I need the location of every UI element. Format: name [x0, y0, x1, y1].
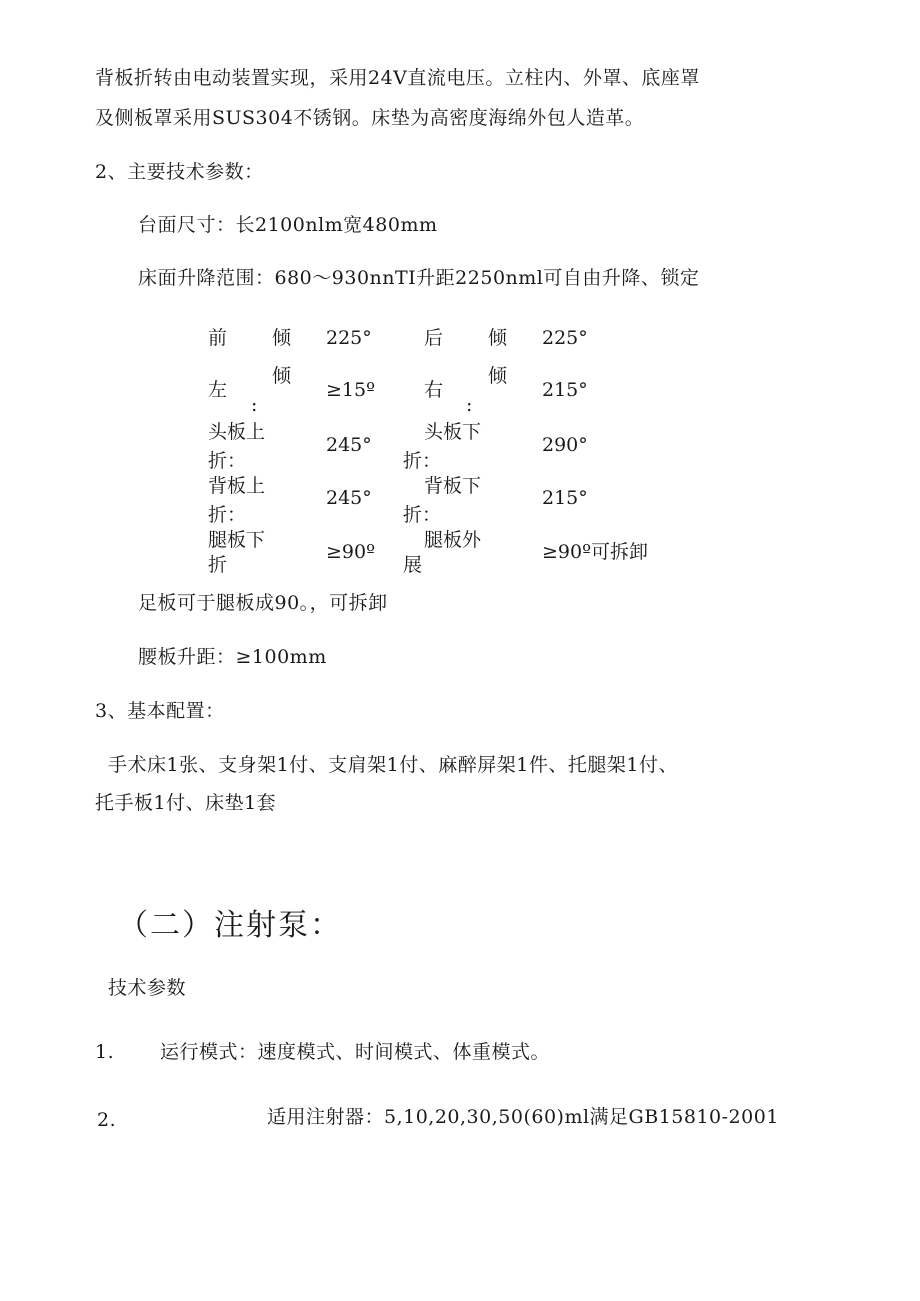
pump-item-2-number: 2.: [97, 1109, 117, 1131]
param-leg-down-label-b-clip: [208, 554, 248, 576]
param-leg-down-label-a: 腿板下: [208, 529, 266, 551]
pump-item-1-number: 1.: [95, 1041, 115, 1063]
foot-board-param: 足板可于腿板成90。，可拆卸: [138, 592, 388, 614]
intro-line-1: 背板折转由电动装置实现，采用24V直流电压。立柱内、外罩、底座罩: [95, 67, 700, 89]
config-line-1: 手术床1张、支身架1付、支肩架1付、麻醉屏架1件、托腿架1付、: [108, 754, 678, 776]
param-back-up-label-a: 背板上: [208, 475, 266, 497]
param-left-tilt-char1: 左: [208, 379, 228, 401]
param-back-down-value: 215°: [542, 487, 588, 509]
config-line-2: 托手板1付、床垫1套: [95, 792, 277, 814]
param-leg-out-label-b-clip: [403, 554, 443, 576]
param-leg-out-value-clip: [542, 540, 682, 564]
param-leg-out-value: ≥90º可拆卸: [542, 541, 649, 563]
table-size-param: 台面尺寸：长2100nlm宽480mm: [138, 214, 438, 236]
param-back-tilt-char1: 后: [424, 327, 444, 349]
param-leg-down-label-b: 折: [208, 554, 228, 576]
param-left-tilt-colon: :: [251, 394, 258, 416]
param-head-down-label-b: 折：: [403, 450, 442, 472]
param-back-up-label-b: 折：: [208, 504, 247, 526]
waist-board-param: 腰板升距：≥100mm: [138, 646, 327, 668]
pump-item-1-text: 运行模式：速度模式、时间模式、体重模式。: [160, 1041, 551, 1063]
param-front-tilt-char2: 倾: [272, 327, 292, 349]
param-front-tilt-value: 225°: [326, 327, 372, 349]
param-leg-down-value: ≥90º: [326, 541, 376, 563]
param-leg-out-label-b: 展: [403, 554, 423, 576]
param-head-up-value: 245°: [326, 434, 372, 456]
param-right-tilt-char2: 倾: [488, 365, 508, 387]
param-back-tilt-char2: 倾: [488, 327, 508, 349]
param-back-tilt-value: 225°: [542, 327, 588, 349]
section-2-title: 2、主要技术参数：: [95, 161, 264, 183]
tech-params-subtitle: 技术参数: [108, 977, 187, 999]
param-right-tilt-value: 215°: [542, 379, 588, 401]
param-front-tilt-char1: 前: [208, 327, 228, 349]
param-head-down-value: 290°: [542, 434, 588, 456]
param-head-up-label-b: 折：: [208, 450, 247, 472]
intro-line-2: 及侧板罩采用SUS304不锈钢。床垫为高密度海绵外包人造革。: [95, 107, 645, 129]
pump-item-2-text: 适用注射器：5,10,20,30,50(60)ml满足GB15810-2001: [267, 1106, 779, 1128]
param-back-down-label-a: 背板下: [424, 475, 482, 497]
param-right-tilt-char1: 右: [424, 379, 444, 401]
syringe-pump-heading: （二）注射泵：: [118, 908, 342, 943]
section-3-title: 3、基本配置：: [95, 700, 225, 722]
param-back-up-value: 245°: [326, 487, 372, 509]
param-back-down-label-b: 折：: [403, 504, 442, 526]
param-left-tilt-char2: 倾: [272, 365, 292, 387]
lift-range-param: 床面升降范围：680～930nnTI升距2250nml可自由升降、锁定: [138, 267, 700, 289]
param-head-down-label-a: 头板下: [424, 421, 482, 443]
param-left-tilt-value: ≥15º: [326, 379, 376, 401]
param-right-tilt-colon: :: [466, 394, 473, 416]
param-leg-out-label-a: 腿板外: [424, 529, 482, 551]
param-head-up-label-a: 头板上: [208, 421, 266, 443]
